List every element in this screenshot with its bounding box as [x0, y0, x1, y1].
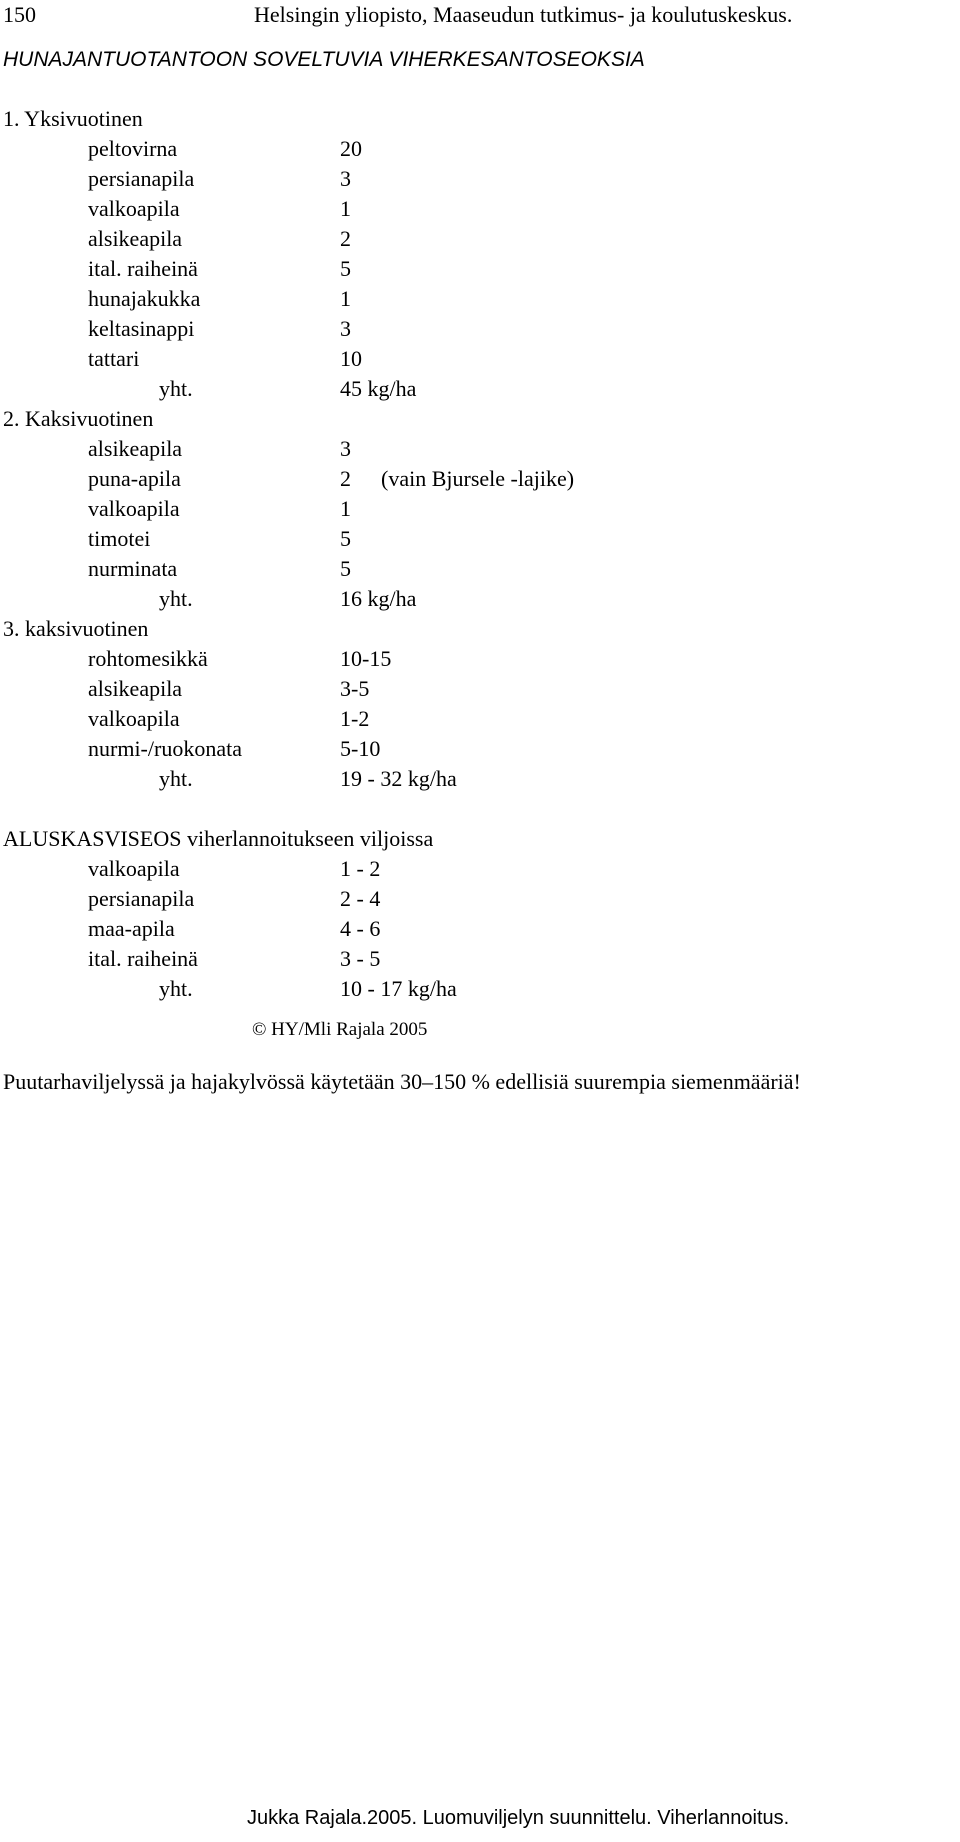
section-heading: 3. kaksivuotinen: [3, 616, 149, 641]
total-label: yht.: [159, 376, 193, 401]
seed-row: [3, 434, 953, 464]
page-header: [3, 0, 960, 30]
seed-amount: 2: [340, 466, 351, 491]
section-heading: 2. Kaksivuotinen: [3, 406, 154, 431]
species-name: ital. raiheinä: [88, 256, 198, 281]
seed-amount: 3: [340, 436, 351, 461]
seed-amount: 1 - 2: [340, 856, 381, 881]
total-row: [3, 974, 953, 1004]
running-head: Helsingin yliopisto, Maaseudun tutkimus- ja koulutuskeskus.: [254, 2, 793, 27]
species-name: alsikeapila: [88, 226, 183, 251]
species-name: persianapila: [88, 886, 195, 911]
species-name: tattari: [88, 346, 140, 371]
seed-row: [3, 194, 953, 224]
seed-amount: 2 - 4: [340, 886, 381, 911]
variety-note: (vain Bjursele -lajike): [381, 466, 575, 491]
seed-row: [3, 944, 953, 974]
seed-amount: 1-2: [340, 706, 370, 731]
seed-amount: 5: [340, 256, 351, 281]
species-name: ital. raiheinä: [88, 946, 198, 971]
seed-amount: 10: [340, 346, 362, 371]
seed-amount: 5: [340, 526, 351, 551]
seed-amount: 5-10: [340, 736, 381, 761]
species-name: nurmi-/ruokonata: [88, 736, 242, 761]
total-row: [3, 374, 953, 404]
seed-row: [3, 344, 953, 374]
species-name: nurminata: [88, 556, 178, 581]
seed-mix-list: [3, 104, 953, 1004]
total-label: yht.: [159, 976, 193, 1001]
seed-row: [3, 254, 953, 284]
total-label: yht.: [159, 766, 193, 791]
seed-row: [3, 854, 953, 884]
species-name: alsikeapila: [88, 676, 183, 701]
species-name: valkoapila: [88, 196, 180, 221]
section-heading: 1. Yksivuotinen: [3, 106, 143, 131]
seed-row: [3, 464, 953, 494]
seed-amount: 3-5: [340, 676, 370, 701]
seed-row: [3, 704, 953, 734]
species-name: persianapila: [88, 166, 195, 191]
total-row: [3, 764, 953, 794]
species-name: timotei: [88, 526, 151, 551]
species-name: maa-apila: [88, 916, 175, 941]
seed-amount: 3: [340, 166, 351, 191]
seed-amount: 1: [340, 496, 351, 521]
seed-row: [3, 224, 953, 254]
species-name: peltovirna: [88, 136, 178, 161]
total-amount: 19 - 32 kg/ha: [340, 766, 457, 791]
seed-amount: 3: [340, 316, 351, 341]
species-name: puna-apila: [88, 466, 181, 491]
species-name: valkoapila: [88, 496, 180, 521]
species-name: hunajakukka: [88, 286, 201, 311]
copyright-notice: © HY/Mli Rajala 2005: [252, 1019, 428, 1040]
seed-row: [3, 884, 953, 914]
section-heading: ALUSKASVISEOS viherlannoitukseen viljoissa: [3, 826, 434, 851]
species-name: valkoapila: [88, 706, 180, 731]
seed-row: [3, 554, 953, 584]
species-name: alsikeapila: [88, 436, 183, 461]
seed-amount: 10-15: [340, 646, 392, 671]
seed-row: [3, 524, 953, 554]
seed-amount: 1: [340, 196, 351, 221]
seed-amount: 3 - 5: [340, 946, 381, 971]
seed-row: [3, 674, 953, 704]
seed-amount: 4 - 6: [340, 916, 381, 941]
section-spacer: [3, 794, 953, 824]
seed-row: [3, 134, 953, 164]
seed-row: [3, 314, 953, 344]
species-name: keltasinappi: [88, 316, 195, 341]
species-name: rohtomesikkä: [88, 646, 208, 671]
total-amount: 16 kg/ha: [340, 586, 417, 611]
seed-row: [3, 284, 953, 314]
seed-row: [3, 494, 953, 524]
document-title: HUNAJANTUOTANTOON SOVELTUVIA VIHERKESANTOSEOKSIA: [3, 48, 645, 71]
seed-amount: 20: [340, 136, 362, 161]
total-row: [3, 584, 953, 614]
seed-amount: 2: [340, 226, 351, 251]
total-label: yht.: [159, 586, 193, 611]
page-number: 150: [3, 2, 36, 27]
seed-row: [3, 914, 953, 944]
seed-row: [3, 164, 953, 194]
seed-amount-remark: Puutarhaviljelyssä ja hajakylvössä käytetään 30–150 % edellisiä suurempia siemenmääriä!: [3, 1069, 801, 1094]
total-amount: 10 - 17 kg/ha: [340, 976, 457, 1001]
seed-amount: 5: [340, 556, 351, 581]
page-footer: Jukka Rajala.2005. Luomuviljelyn suunnittelu. Viherlannoitus.: [247, 1807, 790, 1829]
seed-amount: 1: [340, 286, 351, 311]
seed-row: [3, 644, 953, 674]
total-amount: 45 kg/ha: [340, 376, 417, 401]
species-name: valkoapila: [88, 856, 180, 881]
seed-row: [3, 734, 953, 764]
